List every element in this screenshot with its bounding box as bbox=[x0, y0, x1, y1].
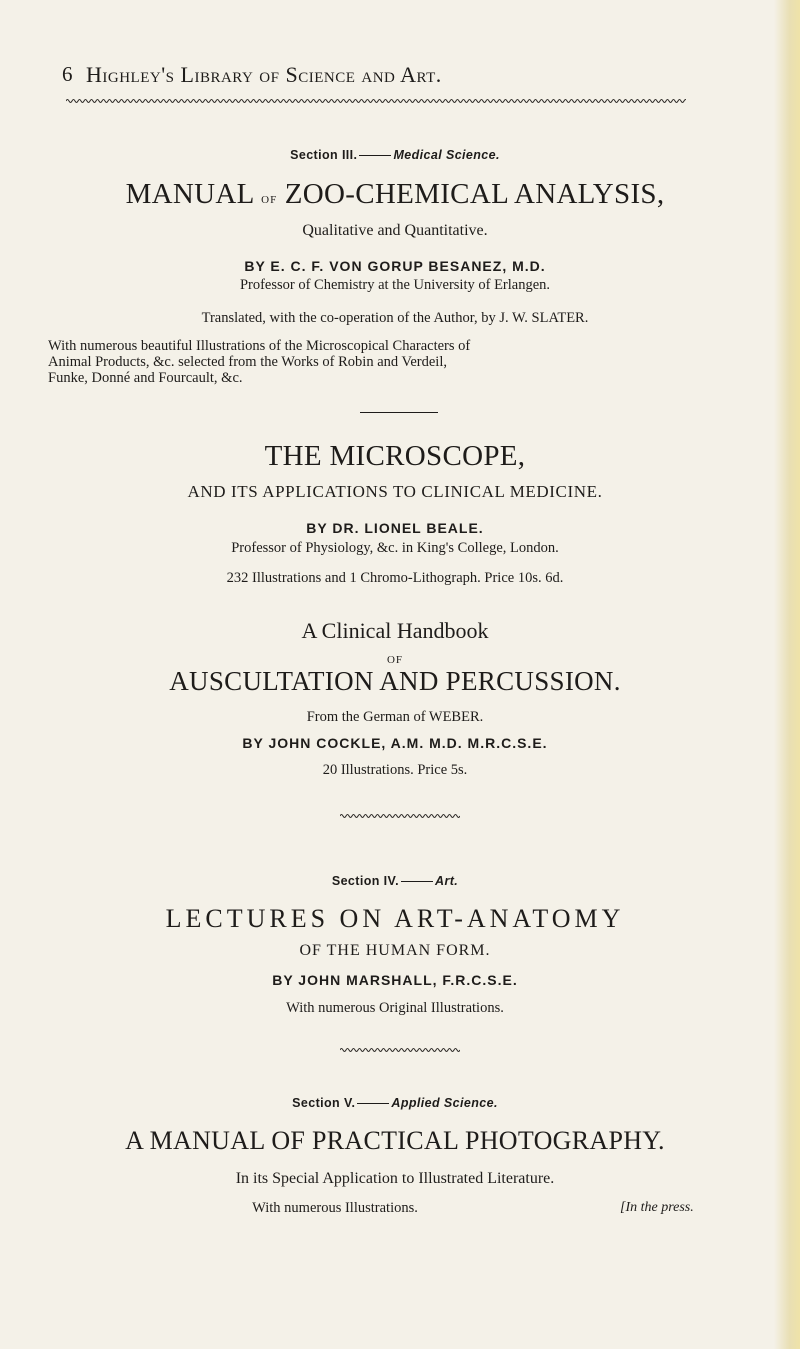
work-title: A MANUAL OF PRACTICAL PHOTOGRAPHY. bbox=[125, 1126, 665, 1155]
section-label: Section bbox=[292, 1096, 341, 1110]
work-title: THE MICROSCOPE, bbox=[264, 440, 526, 472]
author-role: Professor of Chemistry at the University of Erlangen. bbox=[239, 277, 551, 293]
translation-note: Translated, with the co-operation of the Author, by J. W. SLATER. bbox=[201, 310, 589, 326]
section-label: Section bbox=[290, 148, 339, 162]
work-details: With numerous Original Illustrations. bbox=[286, 1000, 504, 1016]
work-subtitle: OF THE HUMAN FORM. bbox=[299, 942, 491, 959]
wavy-separator bbox=[340, 812, 460, 820]
section-heading-iii bbox=[40, 148, 750, 162]
section-number: IV. bbox=[383, 874, 400, 888]
em-dash bbox=[401, 881, 433, 882]
work-subtitle: In its Special Application to Illustrated Literature. bbox=[235, 1170, 555, 1187]
title-of: of bbox=[261, 191, 278, 207]
work-title bbox=[40, 178, 750, 211]
work-title: LECTURES ON ART-ANATOMY bbox=[165, 904, 625, 933]
work-pre-of: OF bbox=[386, 654, 404, 666]
work-pre-title: A Clinical Handbook bbox=[301, 618, 489, 643]
description-line: Funke, Donné and Fourcault, &c. bbox=[48, 370, 243, 386]
section-heading-v bbox=[40, 1096, 750, 1110]
work-subtitle: AND ITS APPLICATIONS TO CLINICAL MEDICINE. bbox=[187, 482, 603, 501]
em-dash bbox=[357, 1103, 389, 1104]
section-name: Applied Science. bbox=[391, 1096, 498, 1110]
page-number: 6 bbox=[62, 62, 73, 86]
section-number: V. bbox=[343, 1096, 356, 1110]
wavy-separator bbox=[340, 1046, 460, 1054]
section-number: III. bbox=[341, 148, 358, 162]
author-role: Professor of Physiology, &c. in King's College, London. bbox=[231, 540, 559, 556]
work-details: 20 Illustrations. Price 5s. bbox=[322, 762, 468, 778]
work-details: With numerous Illustrations. bbox=[252, 1200, 418, 1216]
separator-rule bbox=[360, 412, 438, 413]
title-part: ZOO-CHEMICAL ANALYSIS, bbox=[284, 178, 665, 210]
work-author: BY E. C. F. VON GORUP BESANEZ, M.D. bbox=[244, 258, 546, 274]
title-part: MANUAL bbox=[125, 178, 254, 210]
section-heading-iv bbox=[40, 874, 750, 888]
work-title: AUSCULTATION AND PERCUSSION. bbox=[169, 666, 621, 696]
work-description bbox=[48, 338, 752, 386]
section-label: Section bbox=[331, 874, 380, 888]
running-head-title: Highley's Library of Science and Art. bbox=[86, 62, 442, 87]
description-line: Animal Products, &c. selected from the Works of Robin and Verdeil, bbox=[48, 354, 447, 370]
work-author: BY JOHN COCKLE, A.M. M.D. M.R.C.S.E. bbox=[242, 735, 548, 751]
work-subtitle: Qualitative and Quantitative. bbox=[302, 222, 488, 239]
em-dash bbox=[359, 155, 391, 156]
work-details: 232 Illustrations and 1 Chromo-Lithograph. Price 10s. 6d. bbox=[226, 570, 564, 586]
section-name: Medical Science. bbox=[393, 148, 500, 162]
description-line: With numerous beautiful Illustrations of the Microscopical Characters of bbox=[48, 338, 471, 354]
section-name: Art. bbox=[435, 874, 459, 888]
work-author: BY JOHN MARSHALL, F.R.C.S.E. bbox=[272, 972, 518, 988]
header-wavy-rule bbox=[66, 97, 686, 105]
page-edge bbox=[774, 0, 800, 1349]
status-note: [In the press. bbox=[620, 1200, 694, 1215]
work-author: BY DR. LIONEL BEALE. bbox=[306, 520, 484, 536]
translation-note: From the German of WEBER. bbox=[306, 709, 484, 725]
